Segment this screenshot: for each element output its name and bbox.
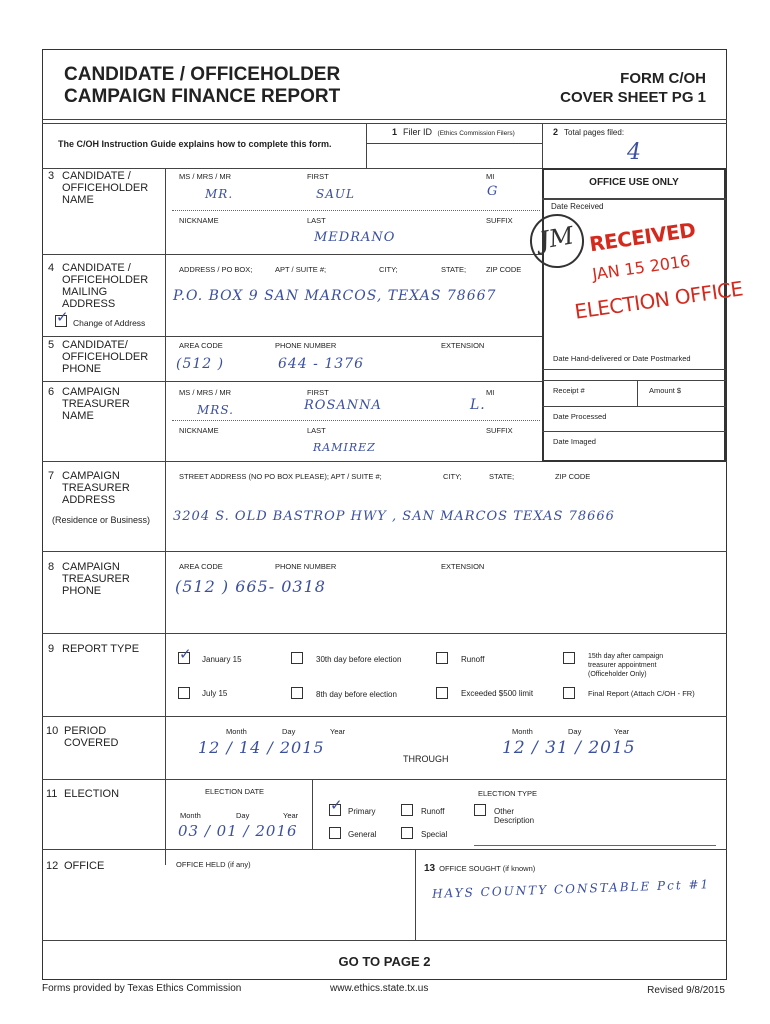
election-general-label: General: [348, 830, 377, 839]
election-runoff-checkbox[interactable]: [401, 804, 413, 816]
report-type-8th-label: 8th day before election: [316, 690, 397, 699]
period-to-value[interactable]: 12 / 31 / 2015: [502, 738, 636, 758]
s3-first-label: FIRST: [307, 172, 329, 181]
change-of-address-checkmark: ✓: [56, 309, 69, 326]
filer-id-label: 1 Filer ID (Ethics Commission Filers): [392, 127, 515, 137]
election-other-label: Other Description: [494, 807, 535, 825]
form-page-label: COVER SHEET PG 1: [560, 89, 706, 106]
report-type-15th-checkbox[interactable]: [563, 652, 575, 664]
report-type-final-label: Final Report (Attach C/OH - FR): [588, 689, 695, 698]
election-type-label: ELECTION TYPE: [478, 789, 538, 798]
section-8-num: 8: [48, 561, 55, 573]
election-general-checkbox[interactable]: [329, 827, 341, 839]
report-type-exceeded-checkbox[interactable]: [436, 687, 448, 699]
treasurer-address-value[interactable]: 3204 S. OLD BASTROP HWY , SAN MARCOS TEXAS 78666: [173, 509, 615, 524]
s6-suffix-label: SUFFIX: [486, 426, 513, 435]
section-7-num: 7: [48, 470, 55, 482]
section-11-num: 11: [46, 788, 58, 800]
date-received-label: Date Received: [551, 202, 604, 211]
date-hand-delivered-label: Date Hand-delivered or Date Postmarked: [553, 354, 691, 363]
section-10-label: PERIOD COVERED: [64, 725, 119, 749]
form-code: FORM C/OH: [620, 70, 706, 87]
office-held-label: OFFICE HELD (if any): [176, 860, 251, 869]
section-6-label: CAMPAIGN TREASURER NAME: [62, 386, 130, 422]
s3-nickname-label: NICKNAME: [179, 216, 219, 225]
s8-area-label: AREA CODE: [179, 562, 223, 571]
section-9-label: REPORT TYPE: [62, 643, 140, 655]
election-year-label: Year: [283, 811, 299, 820]
form-title-line2: CAMPAIGN FINANCE REPORT: [64, 86, 341, 107]
section-8-label: CAMPAIGN TREASURER PHONE: [62, 561, 130, 597]
section-6-num: 6: [48, 386, 55, 398]
section-12-num: 12: [46, 860, 59, 872]
s3-mi-label: MI: [486, 172, 495, 181]
section-9-num: 9: [48, 643, 55, 655]
footer-url: www.ethics.state.tx.us: [330, 983, 429, 994]
election-special-label: Special: [421, 830, 448, 839]
election-date-value[interactable]: 03 / 01 / 2016: [178, 822, 298, 840]
other-description-line: [474, 845, 716, 846]
report-type-jul15-label: July 15: [202, 689, 228, 698]
section-3-label: CANDIDATE / OFFICEHOLDER NAME: [62, 170, 149, 206]
period-from-month-label: Month: [226, 727, 247, 736]
section-3-num: 3: [48, 170, 55, 182]
section-5-label: CANDIDATE/ OFFICEHOLDER PHONE: [62, 339, 149, 375]
receipt-label: Receipt #: [553, 386, 585, 395]
treasurer-mi-value[interactable]: L.: [470, 397, 486, 413]
s8-phone-label: PHONE NUMBER: [275, 562, 337, 571]
s3-last-label: LAST: [307, 216, 326, 225]
received-stamp: RECEIVED: [587, 217, 697, 257]
period-from-value[interactable]: 12 / 14 / 2015: [198, 738, 325, 757]
s7-city-label: CITY;: [443, 472, 462, 481]
report-type-final-checkbox[interactable]: [563, 687, 575, 699]
office-sought-value[interactable]: HAYS COUNTY CONSTABLE Pct #1: [431, 877, 711, 901]
s7-state-label: STATE;: [489, 472, 515, 481]
office-use-title: OFFICE USE ONLY: [589, 177, 679, 188]
election-month-label: Month: [180, 811, 201, 820]
treasurer-prefix-value[interactable]: MRS.: [197, 403, 234, 417]
report-type-jan15-checkmark: ✓: [179, 646, 192, 663]
candidate-address-value[interactable]: P.O. BOX 9 SAN MARCOS, TEXAS 78667: [173, 288, 497, 304]
report-type-jan15-label: January 15: [202, 655, 242, 664]
section-4-num: 4: [48, 262, 55, 274]
go-to-page-2: GO TO PAGE 2: [338, 954, 431, 969]
initials-stamp-text: JM: [537, 221, 576, 255]
change-of-address-label: Change of Address: [73, 318, 146, 328]
s7-street-label: STREET ADDRESS (NO PO BOX PLEASE); APT / SUITE #;: [179, 472, 382, 481]
section-11-label: ELECTION: [64, 788, 120, 800]
report-type-15th-label: 15th day after campaign treasurer appointment (Officeholder Only): [588, 653, 664, 678]
report-type-30th-label: 30th day before election: [316, 655, 402, 664]
footer-revised: Revised 9/8/2015: [647, 985, 725, 996]
section-7-label: CAMPAIGN TREASURER ADDRESS: [62, 470, 130, 506]
instruction-text: The C/OH Instruction Guide explains how to complete this form.: [58, 139, 332, 149]
footer-left: Forms provided by Texas Ethics Commission: [42, 983, 242, 994]
candidate-last-value[interactable]: MEDRANO: [314, 230, 396, 245]
total-pages-value[interactable]: 4: [627, 140, 642, 165]
s6-mi-label: MI: [486, 388, 495, 397]
date-imaged-label: Date Imaged: [553, 437, 596, 446]
s4-zip-label: ZIP CODE: [486, 265, 522, 274]
section-12-label: OFFICE: [64, 860, 105, 872]
form-title-line1: CANDIDATE / OFFICEHOLDER: [64, 64, 341, 85]
s6-last-label: LAST: [307, 426, 326, 435]
section-10-num: 10: [46, 725, 59, 737]
election-office-stamp: ELECTION OFFICE: [573, 276, 745, 324]
received-date-stamp: JAN 15 2016: [591, 251, 692, 284]
date-processed-label: Date Processed: [553, 412, 607, 421]
s4-city-label: CITY;: [379, 265, 398, 274]
section-4-label: CANDIDATE / OFFICEHOLDER MAILING ADDRESS: [62, 262, 149, 310]
report-type-exceeded-label: Exceeded $500 limit: [461, 689, 534, 698]
election-date-label: ELECTION DATE: [205, 787, 265, 796]
period-to-day-label: Day: [568, 727, 582, 736]
treasurer-phone-value[interactable]: (512 ) 665- 0318: [175, 577, 326, 596]
treasurer-last-value[interactable]: RAMIREZ: [313, 441, 376, 454]
period-to-month-label: Month: [512, 727, 533, 736]
candidate-mi-value[interactable]: G: [487, 184, 499, 199]
election-primary-label: Primary: [348, 807, 376, 816]
s7-zip-label: ZIP CODE: [555, 472, 591, 481]
s4-apt-label: APT / SUITE #;: [275, 265, 327, 274]
total-pages-label: 2 Total pages filed:: [553, 127, 625, 137]
candidate-first-value[interactable]: SAUL: [316, 187, 355, 201]
amount-label: Amount $: [649, 386, 682, 395]
report-type-jul15-checkbox[interactable]: [178, 687, 190, 699]
candidate-phone-value[interactable]: 644 - 1376: [278, 356, 364, 372]
period-to-year-label: Year: [614, 727, 630, 736]
s4-state-label: STATE;: [441, 265, 467, 274]
election-primary-checkmark: ✓: [330, 797, 343, 814]
report-type-runoff-label: Runoff: [461, 655, 485, 664]
s4-address-label: ADDRESS / PO BOX;: [179, 265, 253, 274]
report-type-30th-checkbox[interactable]: [291, 652, 303, 664]
s3-prefix-label: MS / MRS / MR: [179, 172, 232, 181]
s5-area-label: AREA CODE: [179, 341, 223, 350]
s8-ext-label: EXTENSION: [441, 562, 485, 571]
section-5-num: 5: [48, 339, 55, 351]
report-type-runoff-checkbox[interactable]: [436, 652, 448, 664]
election-special-checkbox[interactable]: [401, 827, 413, 839]
report-type-8th-checkbox[interactable]: [291, 687, 303, 699]
election-runoff-label: Runoff: [421, 807, 445, 816]
s5-phone-label: PHONE NUMBER: [275, 341, 337, 350]
period-through-label: THROUGH: [403, 754, 449, 764]
period-from-day-label: Day: [282, 727, 296, 736]
treasurer-first-value[interactable]: ROSANNA: [304, 398, 382, 413]
candidate-prefix-value[interactable]: MR.: [205, 187, 234, 201]
candidate-area-code-value[interactable]: (512 ): [176, 356, 225, 372]
s6-nickname-label: NICKNAME: [179, 426, 219, 435]
period-from-year-label: Year: [330, 727, 346, 736]
s7-sub-label: (Residence or Business): [52, 515, 151, 525]
s5-ext-label: EXTENSION: [441, 341, 485, 350]
s6-prefix-label: MS / MRS / MR: [179, 388, 232, 397]
s6-first-label: FIRST: [307, 388, 329, 397]
s3-suffix-label: SUFFIX: [486, 216, 513, 225]
election-other-checkbox[interactable]: [474, 804, 486, 816]
office-sought-label: 13 OFFICE SOUGHT (if known): [424, 863, 536, 874]
election-day-label: Day: [236, 811, 250, 820]
